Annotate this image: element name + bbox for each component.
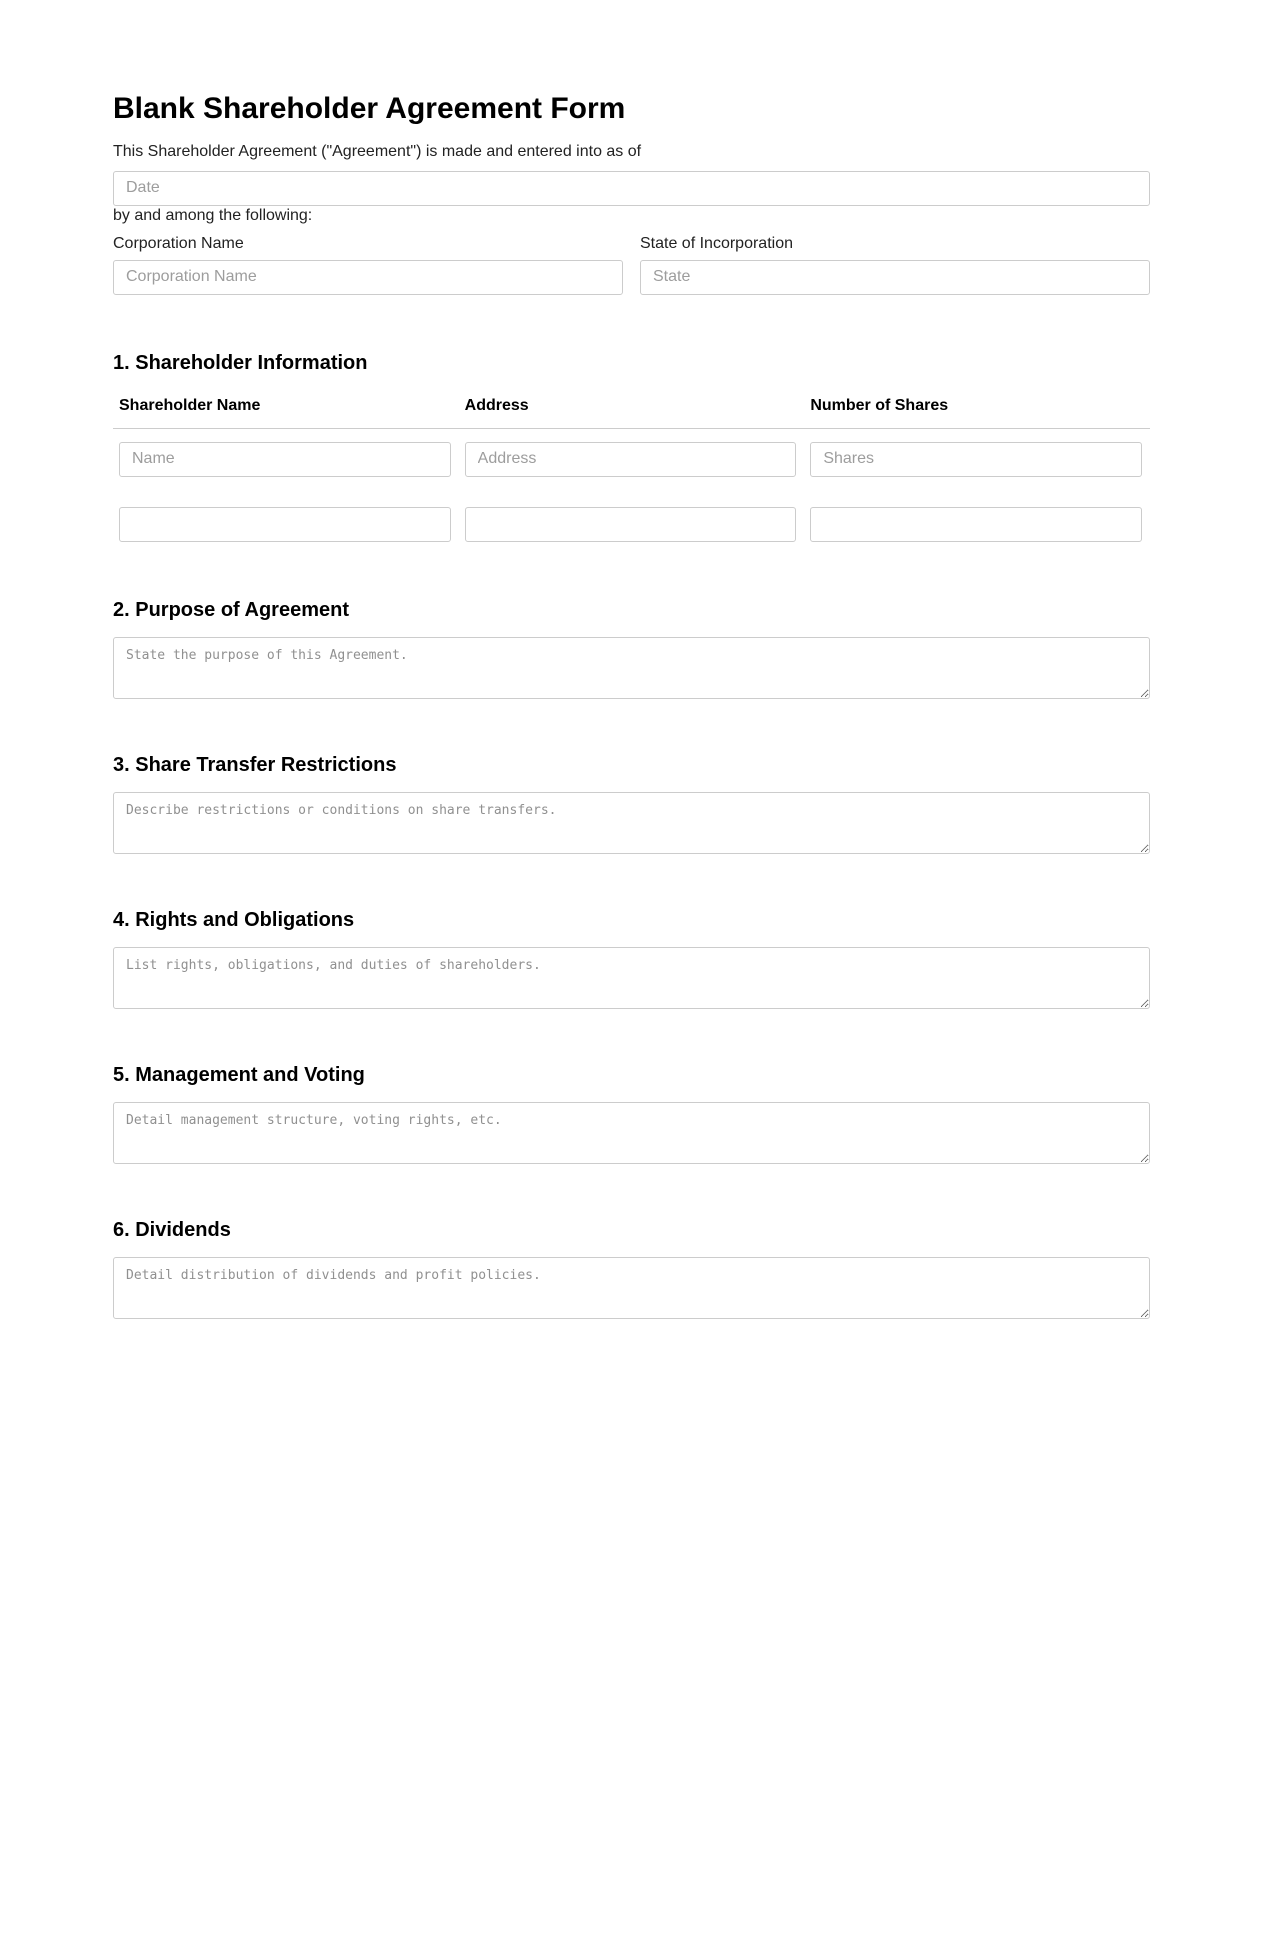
- purpose-of-agreement-textarea[interactable]: [113, 637, 1150, 699]
- shareholder-name-input-2[interactable]: [119, 507, 451, 542]
- management-and-voting-heading: 5. Management and Voting: [113, 1063, 365, 1086]
- state-of-incorporation-label: State of Incorporation: [640, 234, 793, 252]
- rights-and-obligations-textarea[interactable]: [113, 947, 1150, 1009]
- share-transfer-restrictions-textarea[interactable]: [113, 792, 1150, 854]
- column-header-number-of-shares: Number of Shares: [804, 397, 1150, 429]
- management-and-voting-textarea[interactable]: [113, 1102, 1150, 1164]
- corporation-name-label: Corporation Name: [113, 234, 244, 252]
- shareholder-shares-input-1[interactable]: [810, 442, 1142, 477]
- corporation-name-input[interactable]: [113, 260, 623, 295]
- section-purpose-of-agreement: [113, 599, 1150, 704]
- purpose-of-agreement-heading: 2. Purpose of Agreement: [113, 598, 349, 621]
- dividends-textarea[interactable]: [113, 1257, 1150, 1319]
- shareholder-row-1: [113, 428, 1150, 494]
- intro-text: This Shareholder Agreement ("Agreement") is made and entered into as of: [113, 143, 642, 160]
- column-header-address: Address: [459, 397, 805, 429]
- corporation-name-field: [113, 235, 623, 295]
- section-dividends: [113, 1219, 1150, 1324]
- rights-and-obligations-heading: 4. Rights and Obligations: [113, 908, 355, 931]
- section-shareholder-information: [113, 352, 1150, 559]
- among-text: by and among the following:: [113, 206, 313, 224]
- section-management-and-voting: [113, 1064, 1150, 1169]
- column-header-shareholder-name: Shareholder Name: [113, 397, 459, 429]
- state-of-incorporation-field: [640, 235, 1150, 295]
- section-rights-and-obligations: [113, 909, 1150, 1014]
- shareholder-name-input-1[interactable]: [119, 442, 451, 477]
- shareholder-table: [113, 397, 1150, 559]
- date-input[interactable]: [113, 171, 1150, 206]
- corporation-state-row: [113, 235, 1150, 295]
- dividends-heading: 6. Dividends: [113, 1218, 231, 1241]
- share-transfer-restrictions-heading: 3. Share Transfer Restrictions: [113, 753, 397, 776]
- shareholder-row-2: [113, 494, 1150, 559]
- state-of-incorporation-input[interactable]: [640, 260, 1150, 295]
- shareholder-agreement-form: [113, 0, 1150, 1324]
- shareholder-information-heading: 1. Shareholder Information: [113, 351, 368, 374]
- shareholder-shares-input-2[interactable]: [810, 507, 1142, 542]
- shareholder-table-header-row: [113, 397, 1150, 429]
- section-share-transfer-restrictions: [113, 754, 1150, 859]
- shareholder-address-input-2[interactable]: [465, 507, 797, 542]
- page-title: Blank Shareholder Agreement Form: [113, 92, 626, 125]
- shareholder-address-input-1[interactable]: [465, 442, 797, 477]
